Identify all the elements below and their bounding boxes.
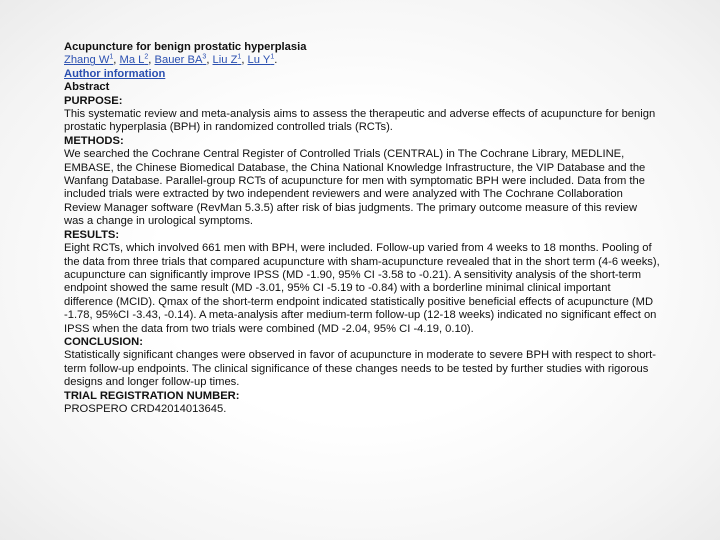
author-link[interactable]: Ma $L^2$: [119, 53, 149, 67]
author-link[interactable]: Zhang $W^1$: [64, 53, 114, 67]
section-text-methods: We searched the Cochrane Central Register of Controlled Trials (CENTRAL) in The Cochrane Library, MEDLINE, EMBASE, the Chinese Biomedical Database, the China National Knowledge Infrastructure, the VIP Database and the Wanfang Database. Parallel-group RCTs of acupuncture for men with symptomatic BPH were included. Data from the included trials were extracted by two independent reviewers and were analyzed with The Cochrane Collaboration Review Manager software (RevMan 5.3.5) after risk of bias judgments. The primary outcome measure of this review was a change in urological symptoms.: [64, 148, 646, 228]
author-link[interactable]: Lu $Y^1$: [247, 53, 275, 67]
section-text-results: Eight RCTs, which involved 661 men with BPH, were included. Follow-up varied from 4 weeks to 18 months. Pooling of the data from three trials that compared acupuncture with sham-acupuncture revealed that in the short term (4-6 weeks), acupuncture can significantly improve IPSS (MD -1.90, 95% CI -3.58 to -0.21). A sensitivity analysis of the short-term endpoint showed the same result (MD -3.01, 95% CI -5.19 to -0.84) with a borderline minimal clinical important difference (MCID). Qmax of the short-term endpoint indicated statistically positive beneficial effects of acupuncture (MD -1.78, 95%CI -3.43, -0.14). A meta-analysis after medium-term follow-up (12-18 weeks) indicated no significant effect on IPSS when the data from two trials were combined (MD -2.04, 95% CI -4.19, 0.10).: [64, 242, 660, 335]
article-title: Acupuncture for benign prostatic hyperplasia: [64, 41, 307, 53]
author-link[interactable]: Bauer $BA^3$: [154, 53, 207, 67]
section-text-purpose: This systematic review and meta-analysis aims to assess the therapeutic and adverse effects of acupuncture for benign prostatic hyperplasia (BPH) in randomized controlled trials (RCTs).: [64, 108, 656, 134]
section-heading-purpose: PURPOSE:: [64, 94, 123, 107]
abstract-label: Abstract: [64, 81, 110, 94]
section-heading-conclusion: CONCLUSION:: [64, 335, 143, 348]
section-heading-results: RESULTS:: [64, 228, 120, 241]
author-information-link[interactable]: Author information: [64, 67, 166, 80]
section-text-registration: PROSPERO CRD42014013645.: [64, 402, 227, 415]
abstract-document: [64, 41, 660, 416]
section-text-conclusion: Statistically significant changes were observed in favor of acupuncture in moderate to severe BPH with respect to short-term follow-up endpoints. The clinical significance of these changes needs to be tested by further studies with rigorous designs and longer follow-up times.: [64, 349, 656, 389]
author-link[interactable]: Liu $Z^1$: [212, 53, 242, 67]
section-heading-methods: METHODS:: [64, 134, 124, 147]
author-list: Zhang $W^1$, Ma $L^2$, Bauer $BA^3$, Liu $Z^1$, Lu $Y^1$.: [64, 53, 278, 67]
section-heading-registration: TRIAL REGISTRATION NUMBER:: [64, 389, 240, 402]
